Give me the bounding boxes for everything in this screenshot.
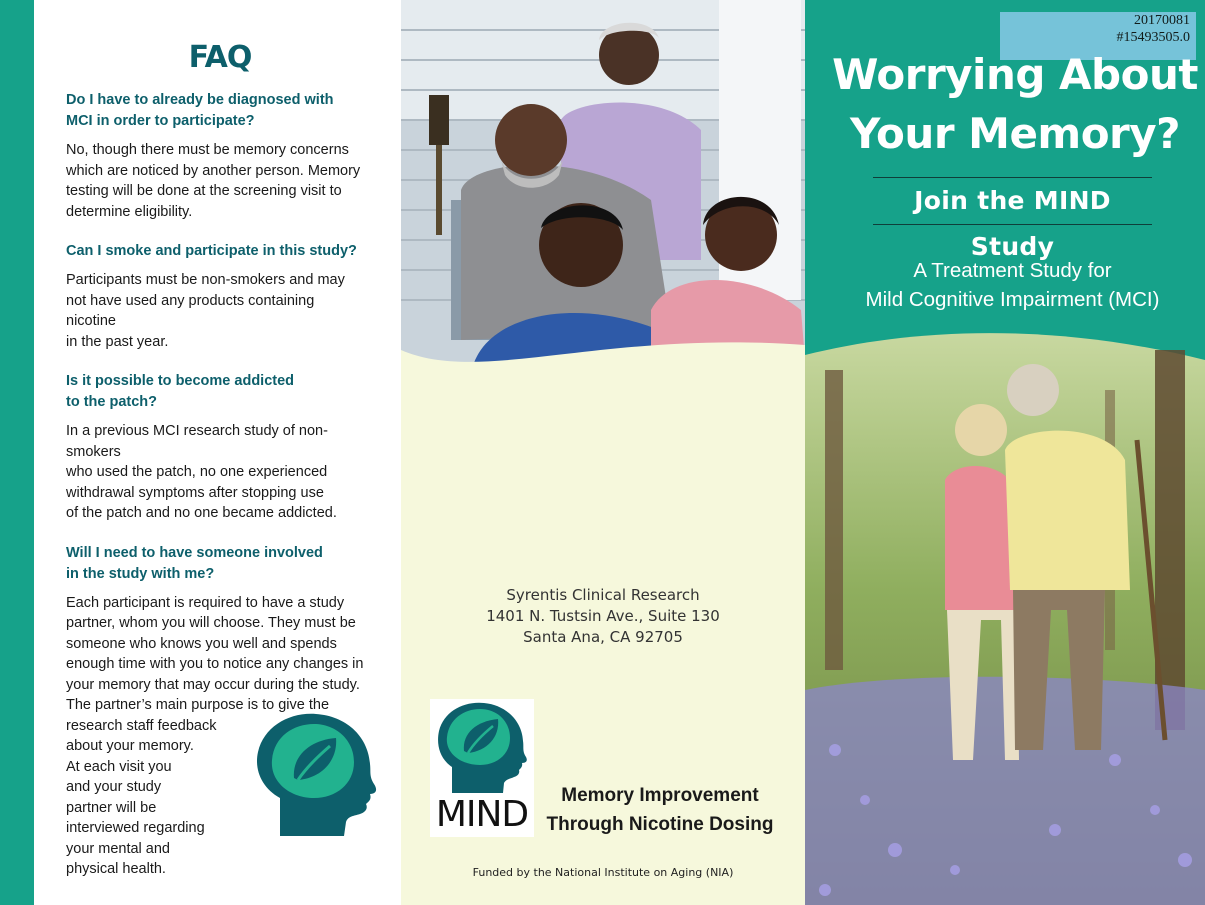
faq-answer-line: withdrawal symptoms after stopping use <box>66 484 324 501</box>
faq-question-line: Can I smoke and participate in this study? <box>66 243 357 259</box>
faq-answer-line: The partner’s main purpose is to give the <box>66 697 330 713</box>
stamp-line: #15493505.0 <box>1116 30 1190 45</box>
faq-answer-line: In a previous MCI research study of non-smokers <box>66 423 328 460</box>
faq-answer-line: your mental and <box>66 840 170 857</box>
faq-answer-line: physical health. <box>66 861 166 877</box>
faq-question-line: Is it possible to become addicted <box>66 373 295 389</box>
faq-answer-line: enough time with you to notice any changes in <box>66 656 364 672</box>
faq-answer-line: in the past year. <box>66 333 169 350</box>
cover-title <box>825 45 1205 163</box>
funding-note: Funded by the National Institute on Aging (NIA) <box>472 866 734 879</box>
faq-answer-1 <box>66 140 366 222</box>
faq-answer-line: not have used any products containing nicotine <box>66 292 315 329</box>
tagline-line: Memory Improvement <box>561 785 759 806</box>
faq-answer-line: partner will be <box>66 799 157 816</box>
faq-answer-line: At each visit you <box>66 758 172 775</box>
faq-question-line: Do I have to already be diagnosed with <box>66 92 334 108</box>
clinic-address <box>401 585 805 648</box>
mind-logo-text: MIND <box>435 794 529 835</box>
middle-panel <box>401 0 805 905</box>
faq-answer-line: of the patch and no one became addicted. <box>66 505 337 521</box>
faq-answer-line: testing will be done at the screening visit to <box>66 183 342 199</box>
tagline-line: Through Nicotine Dosing <box>546 814 774 835</box>
faq-question-4 <box>66 543 366 585</box>
faq-answer-2 <box>66 270 366 352</box>
subtitle-line: A Treatment Study for <box>913 259 1112 282</box>
faq-title: FAQ <box>188 40 252 75</box>
join-banner <box>873 177 1152 261</box>
subtitle-line: Mild Cognitive Impairment (MCI) <box>865 288 1160 311</box>
faq-answer-line: your memory that may occur during the study. <box>66 676 360 693</box>
faq-question-line: to the patch? <box>66 394 158 410</box>
mind-tagline <box>541 781 779 839</box>
faq-answer-line: research staff feedback <box>66 717 217 734</box>
faq-answer-line: partner, whom you will choose. They must be <box>66 615 356 631</box>
faq-answer-line: and your study <box>66 779 162 795</box>
stamp-line: 20170081 <box>1134 13 1190 28</box>
faq-question-1 <box>66 90 366 132</box>
faq-answer-3 <box>66 421 366 524</box>
couple-walking-photo <box>805 330 1205 905</box>
faq-answer-4-continued <box>66 736 216 880</box>
cover-title-line: Your Memory? <box>850 109 1180 158</box>
mind-logo-icon <box>430 699 534 795</box>
faq-answer-line: someone who knows you well and spends <box>66 635 337 652</box>
faq-panel <box>34 0 401 905</box>
faq-answer-line: who used the patch, no one experienced <box>66 464 328 480</box>
head-leaf-icon <box>250 712 380 837</box>
faq-answer-line: determine eligibility. <box>66 203 193 220</box>
faq-answer-line: Participants must be non-smokers and may <box>66 272 345 288</box>
address-line: Syrentis Clinical Research <box>506 586 700 604</box>
cover-subtitle <box>805 256 1205 314</box>
cover-panel <box>805 0 1205 905</box>
family-photo <box>401 0 805 375</box>
faq-question-line: MCI in order to participate? <box>66 113 255 129</box>
faq-answer-line: No, though there must be memory concerns <box>66 142 349 158</box>
address-line: 1401 N. Tustsin Ave., Suite 130 <box>486 607 720 625</box>
faq-answer-line: which are noticed by another person. Memory <box>66 162 361 179</box>
mind-logo <box>430 699 534 837</box>
faq-question-3 <box>66 371 366 413</box>
faq-answer-line: Each participant is required to have a study <box>66 594 345 611</box>
faq-question-2 <box>66 241 366 262</box>
join-text: Join the MIND Study <box>914 186 1111 261</box>
faq-answer-line: about your memory. <box>66 738 194 754</box>
cover-title-line: Worrying About <box>832 50 1198 99</box>
faq-question-line: in the study with me? <box>66 565 215 582</box>
faq-answer-line: interviewed regarding <box>66 820 205 836</box>
faq-question-line: Will I need to have someone involved <box>66 544 323 561</box>
left-accent-bar <box>0 0 34 905</box>
address-line: Santa Ana, CA 92705 <box>523 628 683 646</box>
